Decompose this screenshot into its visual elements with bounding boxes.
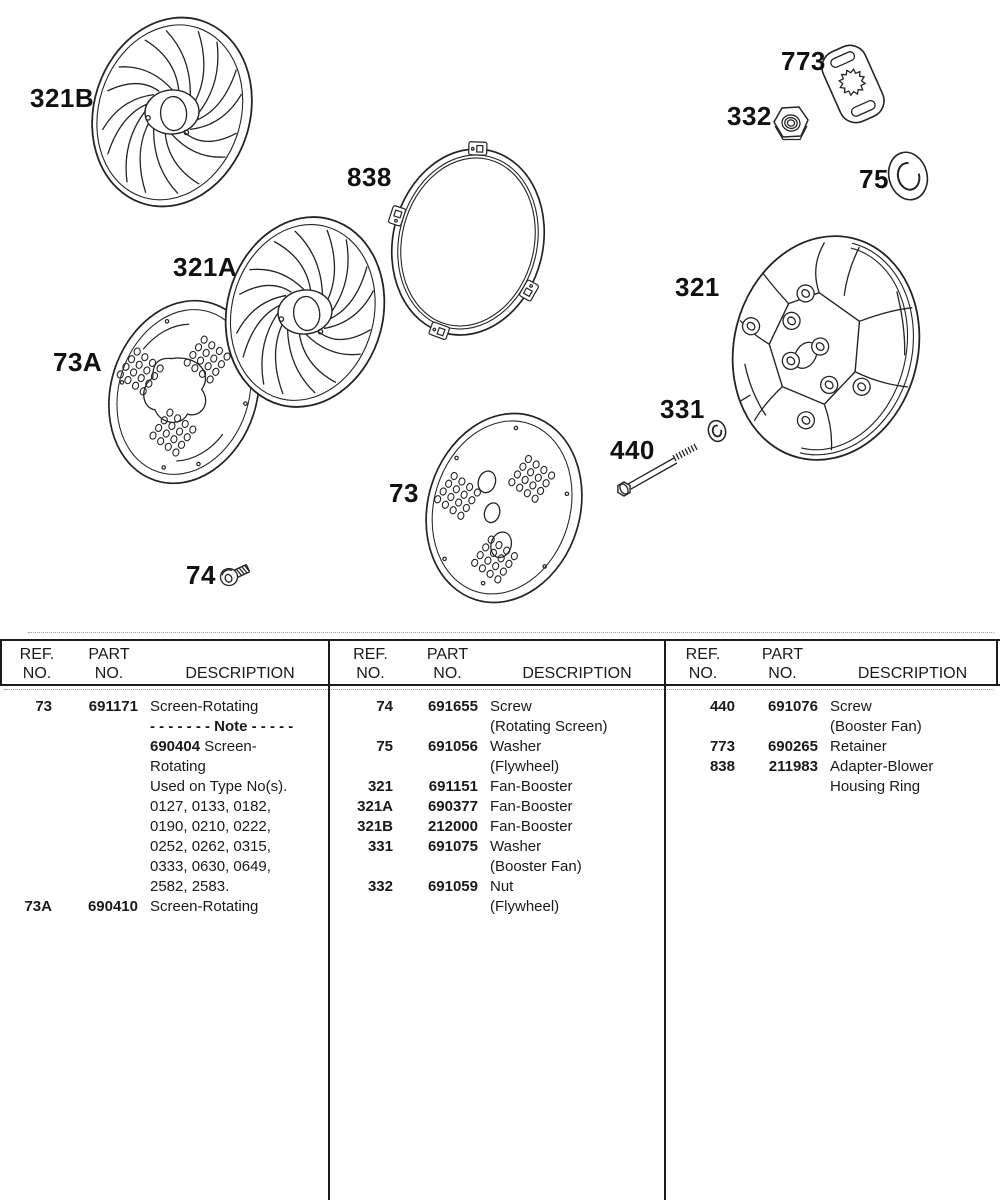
ref-no-header: REF. bbox=[353, 646, 388, 663]
ref-no-cell bbox=[6, 837, 52, 857]
part-no-cell bbox=[64, 777, 138, 797]
table-row bbox=[671, 697, 995, 717]
description-cell: (Flywheel) bbox=[490, 758, 560, 775]
ref-no-cell: 75 bbox=[376, 738, 393, 755]
table-row bbox=[336, 817, 658, 837]
table-row bbox=[336, 857, 658, 877]
table-row bbox=[671, 777, 995, 797]
part-no-cell: 211983 bbox=[768, 758, 818, 775]
fan-321b-illustration bbox=[68, 0, 276, 227]
description-cell: Washer bbox=[490, 838, 542, 855]
table-row bbox=[336, 897, 658, 917]
part-label-73a: 73A bbox=[53, 347, 103, 377]
description-cell: Fan-Booster bbox=[490, 778, 573, 795]
ref-no-cell bbox=[336, 757, 393, 777]
ref-no-header: NO. bbox=[22, 665, 52, 682]
table-top-dotted-line bbox=[28, 632, 994, 633]
ref-no-cell bbox=[671, 717, 735, 737]
table-row bbox=[336, 797, 658, 817]
part-label-838: 838 bbox=[347, 162, 392, 192]
column-rows bbox=[671, 697, 995, 797]
parts-table-column-1 bbox=[6, 640, 322, 917]
ref-no-cell: 74 bbox=[376, 698, 393, 715]
part-no-cell: 212000 bbox=[427, 818, 478, 835]
part-no-header: NO. bbox=[94, 665, 124, 682]
table-row bbox=[336, 757, 658, 777]
retainer-773-illustration bbox=[817, 40, 890, 128]
description-cell: (Flywheel) bbox=[490, 898, 560, 915]
part-no-cell bbox=[405, 757, 478, 777]
column-rows bbox=[336, 697, 658, 917]
table-row bbox=[671, 717, 995, 737]
description-cell: (Booster Fan) bbox=[830, 718, 922, 735]
nut-332-illustration bbox=[774, 107, 808, 140]
description-header: DESCRIPTION bbox=[522, 665, 632, 682]
screen-73-illustration bbox=[403, 394, 604, 622]
description-cell: 0127, 0133, 0182, bbox=[150, 798, 271, 815]
ref-no-cell bbox=[336, 717, 393, 737]
part-no-cell bbox=[64, 717, 138, 737]
ref-no-cell: 321 bbox=[367, 778, 393, 795]
part-label-440: 440 bbox=[610, 435, 655, 465]
description-cell: Nut bbox=[490, 878, 514, 895]
part-no-cell bbox=[405, 717, 478, 737]
ref-no-cell bbox=[6, 757, 52, 777]
description-cell: (Rotating Screen) bbox=[490, 718, 608, 735]
ref-no-cell bbox=[336, 897, 393, 917]
part-no-header: PART bbox=[426, 646, 469, 663]
table-row bbox=[6, 897, 322, 917]
ref-no-cell: 73A bbox=[24, 898, 52, 915]
description-cell: Rotating bbox=[150, 758, 206, 775]
description-cell: Washer bbox=[490, 738, 542, 755]
table-row bbox=[671, 757, 995, 777]
description-cell: 0252, 0262, 0315, bbox=[150, 838, 271, 855]
description-cell: (Booster Fan) bbox=[490, 858, 582, 875]
part-no-cell bbox=[64, 837, 138, 857]
ref-no-cell bbox=[6, 777, 52, 797]
part-no-cell bbox=[64, 857, 138, 877]
ref-no-cell bbox=[6, 877, 52, 897]
table-row bbox=[6, 717, 322, 737]
part-label-74: 74 bbox=[186, 560, 216, 590]
part-no-cell bbox=[405, 857, 478, 877]
part-no-header: NO. bbox=[433, 665, 462, 682]
parts-table-column-2 bbox=[336, 640, 658, 917]
table-row bbox=[6, 877, 322, 897]
description-header: DESCRIPTION bbox=[185, 665, 295, 682]
description-cell: Used on Type No(s). bbox=[150, 778, 288, 795]
ref-no-cell bbox=[6, 797, 52, 817]
table-row bbox=[336, 777, 658, 797]
part-label-321a: 321A bbox=[173, 252, 238, 282]
description-cell: Screw bbox=[490, 698, 532, 715]
description-cell: 690404 Screen- bbox=[150, 738, 257, 755]
table-row bbox=[336, 717, 658, 737]
part-label-331: 331 bbox=[660, 394, 705, 424]
description-cell: Screen-Rotating bbox=[150, 698, 259, 715]
table-row bbox=[6, 837, 322, 857]
description-cell: Housing Ring bbox=[830, 778, 921, 795]
description-cell: 0190, 0210, 0222, bbox=[150, 818, 271, 835]
part-no-cell bbox=[747, 777, 818, 797]
description-cell: 2582, 2583. bbox=[150, 878, 230, 895]
ref-no-header: NO. bbox=[688, 665, 718, 682]
table-row bbox=[336, 737, 658, 757]
ref-no-cell: 838 bbox=[709, 758, 735, 775]
ref-no-header: NO. bbox=[356, 665, 385, 682]
part-no-header: PART bbox=[88, 646, 130, 663]
part-no-cell bbox=[64, 817, 138, 837]
table-row bbox=[336, 877, 658, 897]
description-cell: Fan-Booster bbox=[490, 798, 573, 815]
ref-no-cell: 321B bbox=[357, 818, 393, 835]
part-no-cell bbox=[64, 797, 138, 817]
part-no-cell: 691655 bbox=[427, 698, 478, 715]
ref-no-cell bbox=[6, 717, 52, 737]
part-no-cell: 691075 bbox=[427, 838, 478, 855]
table-row bbox=[6, 817, 322, 837]
column-header bbox=[6, 640, 322, 684]
ref-no-cell: 332 bbox=[367, 878, 393, 895]
table-row bbox=[6, 697, 322, 717]
part-no-cell: 691151 bbox=[428, 778, 478, 795]
ref-no-header: REF. bbox=[685, 646, 721, 663]
ref-no-cell: 440 bbox=[709, 698, 735, 715]
column-rows bbox=[6, 697, 322, 917]
table-row bbox=[6, 857, 322, 877]
description-cell: - - - - - - - Note - - - - - bbox=[150, 718, 294, 735]
part-no-cell: 691171 bbox=[88, 698, 138, 715]
description-cell: Screen-Rotating bbox=[150, 898, 259, 915]
table-left-border bbox=[0, 639, 2, 686]
screw-74-illustration bbox=[218, 560, 252, 588]
ref-no-cell bbox=[6, 857, 52, 877]
part-label-321b: 321B bbox=[30, 83, 95, 113]
description-cell: Retainer bbox=[830, 738, 887, 755]
table-row bbox=[336, 697, 658, 717]
description-cell: 0333, 0630, 0649, bbox=[150, 858, 271, 875]
ref-no-cell bbox=[671, 777, 735, 797]
description-header: DESCRIPTION bbox=[857, 665, 968, 682]
part-label-321: 321 bbox=[675, 272, 720, 302]
ref-no-cell: 321A bbox=[357, 798, 393, 815]
description-cell: Fan-Booster bbox=[490, 818, 573, 835]
part-no-cell: 691056 bbox=[427, 738, 478, 755]
part-no-cell: 690377 bbox=[427, 798, 478, 815]
ring-838-illustration bbox=[364, 124, 570, 359]
table-row bbox=[6, 777, 322, 797]
parts-table-column-3 bbox=[671, 640, 995, 797]
ref-no-cell: 73 bbox=[35, 698, 52, 715]
table-row bbox=[336, 837, 658, 857]
ref-no-cell bbox=[336, 857, 393, 877]
part-label-332: 332 bbox=[727, 101, 772, 131]
description-cell: Screw bbox=[830, 698, 872, 715]
ref-no-cell bbox=[6, 737, 52, 757]
part-no-cell bbox=[747, 717, 818, 737]
ref-no-cell: 773 bbox=[709, 738, 735, 755]
part-no-cell bbox=[64, 757, 138, 777]
ref-no-cell bbox=[6, 817, 52, 837]
part-no-cell bbox=[64, 877, 138, 897]
flywheel-321-illustration bbox=[709, 216, 942, 480]
part-no-cell: 690410 bbox=[87, 898, 138, 915]
column-header bbox=[671, 640, 995, 684]
ref-no-cell: 331 bbox=[367, 838, 393, 855]
description-cell: Adapter-Blower bbox=[830, 758, 934, 775]
table-row bbox=[6, 757, 322, 777]
part-no-header: NO. bbox=[768, 665, 797, 682]
table-row bbox=[6, 737, 322, 757]
part-no-cell: 691076 bbox=[767, 698, 818, 715]
column-header bbox=[336, 640, 658, 684]
table-row bbox=[671, 737, 995, 757]
table-column-divider-1 bbox=[328, 639, 330, 1200]
table-right-border bbox=[996, 639, 998, 686]
part-label-73: 73 bbox=[389, 478, 419, 508]
table-row bbox=[6, 797, 322, 817]
part-no-cell: 690265 bbox=[767, 738, 818, 755]
ref-no-header: REF. bbox=[19, 646, 55, 663]
part-no-header: PART bbox=[761, 646, 804, 663]
washer-331-illustration bbox=[706, 419, 728, 444]
part-label-75: 75 bbox=[859, 164, 889, 194]
part-no-cell bbox=[64, 737, 138, 757]
part-label-773: 773 bbox=[781, 46, 826, 76]
washer-75-illustration bbox=[883, 148, 932, 204]
part-no-cell bbox=[405, 897, 478, 917]
table-column-divider-2 bbox=[664, 639, 666, 1200]
part-no-cell: 691059 bbox=[427, 878, 478, 895]
